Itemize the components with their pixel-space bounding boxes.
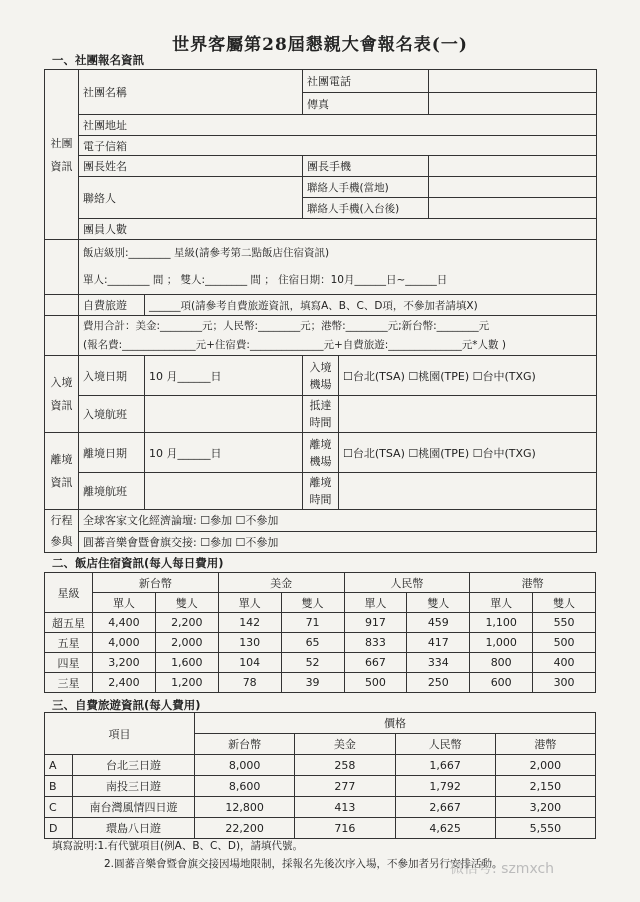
currency-header: 港幣 xyxy=(470,573,596,593)
currency-header: 美金 xyxy=(218,573,344,593)
exit-flight-field[interactable] xyxy=(145,473,303,510)
price-cell: 142 xyxy=(218,613,281,633)
form-title: 世界客屬第28屆懇親大會報名表(一) xyxy=(172,35,468,55)
tour-line: ______項(請參考自費旅遊資訊，填寫A、B、C、D項，不參加者請填X) xyxy=(145,295,597,316)
member-count-label: 團員人數 xyxy=(79,219,597,240)
price-cell: 917 xyxy=(344,613,407,633)
price-cell: 667 xyxy=(344,653,407,673)
side-label-entry: 入境 資訊 xyxy=(45,356,79,433)
price-cell: 65 xyxy=(281,633,344,653)
depart-time-label: 離境 時間 xyxy=(303,473,339,510)
price-cell: 39 xyxy=(281,673,344,693)
section-hotel-info: 二、飯店住宿資訊(每人每日費用) xyxy=(52,556,224,570)
item-header: 項目 xyxy=(45,713,195,755)
entry-date-label: 入境日期 xyxy=(79,356,145,396)
price-cell: 52 xyxy=(281,653,344,673)
double-header: 雙人 xyxy=(533,593,596,613)
tour-label: 自費旅遊 xyxy=(79,295,145,316)
tour-price-cell: 1,667 xyxy=(395,755,495,776)
cost-total-line: 費用合計：美金:________元；人民幣:________元；港幣:________元;新台幣:________元 xyxy=(83,319,490,332)
depart-time-field[interactable] xyxy=(339,473,597,510)
contact-local-label: 聯絡人手機(當地) xyxy=(303,177,429,198)
tour-row xyxy=(45,776,596,797)
registration-form-table xyxy=(44,69,597,553)
single-header: 單人 xyxy=(218,593,281,613)
leader-mobile-label: 團長手機 xyxy=(303,156,429,177)
currency-header: 新台幣 xyxy=(93,573,219,593)
side-label-exit: 離境 資訊 xyxy=(45,433,79,510)
tour-price-cell: 2,667 xyxy=(395,797,495,818)
price-cell: 2,200 xyxy=(155,613,218,633)
exit-airport-label: 離境 機場 xyxy=(303,433,339,473)
price-cell: 78 xyxy=(218,673,281,693)
email-label: 電子信箱 xyxy=(79,136,597,156)
tour-name: 南台灣風情四日遊 xyxy=(73,797,195,818)
hotel-level-line: 飯店級別:________ 星級(請參考第二點飯店住宿資訊) xyxy=(83,247,330,259)
contact-local-field[interactable] xyxy=(429,177,597,198)
hotel-booking-cell xyxy=(79,240,597,295)
star-cell: 四星 xyxy=(45,653,93,673)
currency-header: 新台幣 xyxy=(195,734,295,755)
tour-row xyxy=(45,797,596,818)
single-header: 單人 xyxy=(93,593,156,613)
tour-price-cell: 12,800 xyxy=(195,797,295,818)
price-cell: 4,000 xyxy=(93,633,156,653)
star-header: 星級 xyxy=(45,573,93,613)
price-cell: 300 xyxy=(533,673,596,693)
price-cell: 500 xyxy=(533,633,596,653)
group-phone-field[interactable] xyxy=(429,70,597,93)
tour-price-cell: 4,625 xyxy=(395,818,495,839)
price-cell: 800 xyxy=(470,653,533,673)
exit-date-value[interactable]: 10 月______日 xyxy=(145,433,303,473)
tour-code: D xyxy=(45,818,73,839)
tour-price-cell: 5,550 xyxy=(495,818,595,839)
entry-date-value[interactable]: 10 月______日 xyxy=(145,356,303,396)
price-cell: 500 xyxy=(344,673,407,693)
arrival-time-label: 抵達 時間 xyxy=(303,396,339,433)
trip-concert-option[interactable]: 圓蕃音樂會暨會旗交接: ☐參加 ☐不參加 xyxy=(79,531,597,553)
currency-header: 港幣 xyxy=(495,734,595,755)
star-cell: 五星 xyxy=(45,633,93,653)
cost-cell xyxy=(79,316,597,356)
tour-name: 南投三日遊 xyxy=(73,776,195,797)
hotel-row xyxy=(45,653,596,673)
price-cell: 1,200 xyxy=(155,673,218,693)
single-header: 單人 xyxy=(344,593,407,613)
contact-tw-field[interactable] xyxy=(429,198,597,219)
price-cell: 2,400 xyxy=(93,673,156,693)
arrival-time-field[interactable] xyxy=(339,396,597,433)
tour-code: C xyxy=(45,797,73,818)
group-phone-label: 社團電話 xyxy=(303,70,429,93)
tour-price-cell: 8,000 xyxy=(195,755,295,776)
tour-price-cell: 8,600 xyxy=(195,776,295,797)
price-cell: 417 xyxy=(407,633,470,653)
price-cell: 104 xyxy=(218,653,281,673)
tour-price-cell: 413 xyxy=(295,797,395,818)
contact-tw-label: 聯絡人手機(入台後) xyxy=(303,198,429,219)
currency-header: 人民幣 xyxy=(344,573,470,593)
tour-price-cell: 22,200 xyxy=(195,818,295,839)
tour-price-cell: 2,000 xyxy=(495,755,595,776)
entry-flight-label: 入境航班 xyxy=(79,396,145,433)
price-cell: 250 xyxy=(407,673,470,693)
tour-price-cell: 716 xyxy=(295,818,395,839)
fax-label: 傳真 xyxy=(303,93,429,115)
tour-row xyxy=(45,755,596,776)
star-cell: 三星 xyxy=(45,673,93,693)
room-count-line: 單人:________ 間 ； 雙人:________ 間 ； 住宿日期：10月______日~______日 xyxy=(83,274,448,286)
price-cell: 550 xyxy=(533,613,596,633)
tour-price-cell: 1,792 xyxy=(395,776,495,797)
tour-price-cell: 277 xyxy=(295,776,395,797)
tour-name: 環島八日遊 xyxy=(73,818,195,839)
price-cell: 600 xyxy=(470,673,533,693)
price-cell: 1,100 xyxy=(470,613,533,633)
currency-header: 美金 xyxy=(295,734,395,755)
price-cell: 71 xyxy=(281,613,344,633)
tour-price-table xyxy=(44,712,596,839)
price-cell: 334 xyxy=(407,653,470,673)
watermark: 微信号: szmxch xyxy=(450,861,555,877)
section-group-info: 一、社團報名資訊 xyxy=(52,53,144,67)
hotel-row xyxy=(45,613,596,633)
currency-header: 人民幣 xyxy=(395,734,495,755)
price-cell: 833 xyxy=(344,633,407,653)
exit-flight-label: 離境航班 xyxy=(79,473,145,510)
hotel-price-table xyxy=(44,572,596,693)
group-name-label: 社團名稱 xyxy=(79,70,303,115)
hotel-row xyxy=(45,633,596,653)
tour-price-cell: 2,150 xyxy=(495,776,595,797)
double-header: 雙人 xyxy=(155,593,218,613)
double-header: 雙人 xyxy=(407,593,470,613)
single-header: 單人 xyxy=(470,593,533,613)
price-cell: 1,000 xyxy=(470,633,533,653)
tour-price-cell: 3,200 xyxy=(495,797,595,818)
price-cell: 4,400 xyxy=(93,613,156,633)
tour-code: A xyxy=(45,755,73,776)
price-cell: 3,200 xyxy=(93,653,156,673)
entry-airport-label: 入境 機場 xyxy=(303,356,339,396)
note-line-1: 填寫說明:1.有代號項目(例A、B、C、D)，請填代號。 xyxy=(52,840,304,852)
section-tour-info: 三、自費旅遊資訊(每人費用) xyxy=(52,698,201,712)
price-header: 價格 xyxy=(195,713,596,734)
price-cell: 1,600 xyxy=(155,653,218,673)
entry-airport-options[interactable]: ☐台北(TSA) ☐桃園(TPE) ☐台中(TXG) xyxy=(339,356,597,396)
price-cell: 459 xyxy=(407,613,470,633)
tour-name: 台北三日遊 xyxy=(73,755,195,776)
entry-flight-field[interactable] xyxy=(145,396,303,433)
side-label-trip: 行程 參與 xyxy=(45,510,79,553)
price-cell: 130 xyxy=(218,633,281,653)
exit-date-label: 離境日期 xyxy=(79,433,145,473)
leader-name-label: 團長姓名 xyxy=(79,156,303,177)
side-label-group: 社團 資訊 xyxy=(45,70,79,240)
exit-airport-options[interactable]: ☐台北(TSA) ☐桃園(TPE) ☐台中(TXG) xyxy=(339,433,597,473)
address-label: 社團地址 xyxy=(79,115,597,136)
star-cell: 超五星 xyxy=(45,613,93,633)
double-header: 雙人 xyxy=(281,593,344,613)
fax-field[interactable] xyxy=(429,93,597,115)
tour-row xyxy=(45,818,596,839)
contact-label: 聯絡人 xyxy=(79,177,303,219)
price-cell: 400 xyxy=(533,653,596,673)
price-cell: 2,000 xyxy=(155,633,218,653)
leader-mobile-field[interactable] xyxy=(429,156,597,177)
tour-price-cell: 258 xyxy=(295,755,395,776)
tour-code: B xyxy=(45,776,73,797)
trip-forum-option[interactable]: 全球客家文化經濟論壇: ☐參加 ☐不參加 xyxy=(79,510,597,532)
hotel-row xyxy=(45,673,596,693)
note-line-2: 2.圓蕃音樂會暨會旗交接因場地限制，採報名先後次序入場，不參加者另行安排活動。 xyxy=(104,858,503,870)
cost-detail-line: (報名費:______________元+住宿費:______________元+自費旅遊:______________元*人數 ) xyxy=(83,338,506,351)
